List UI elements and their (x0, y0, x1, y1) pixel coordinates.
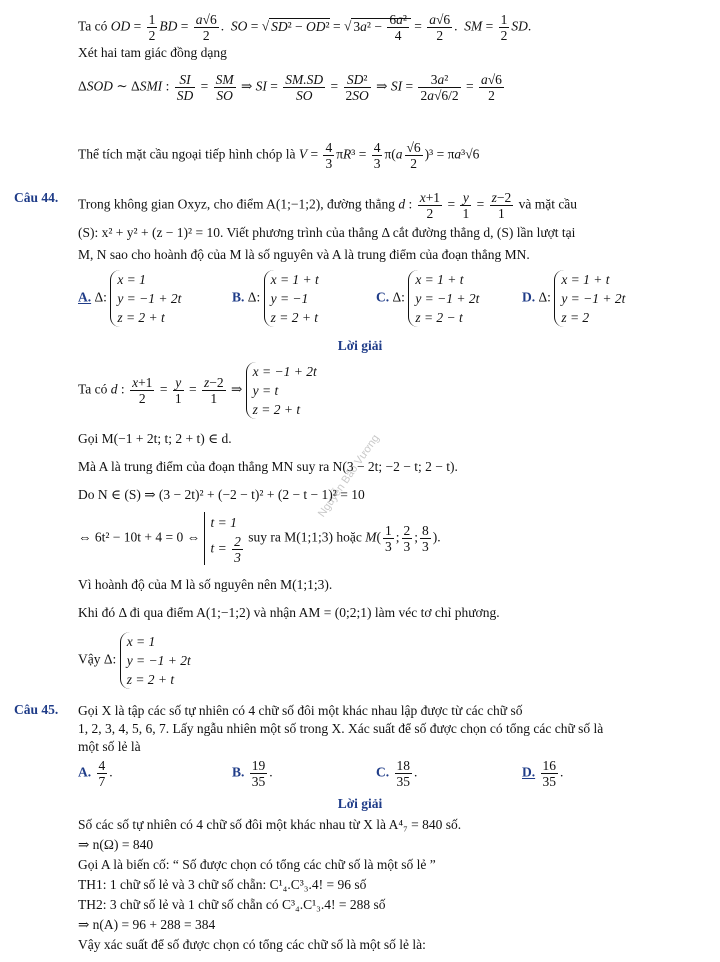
q45-solution-heading: Lời giải (337, 796, 383, 811)
q45-option-b[interactable]: B. $\frac{19}{35}$ . (232, 758, 273, 789)
q44-sol-4: Do N ∈ (S) ⇒ (3 − 2t)² + (−2 − t)² + (2 − t − 1)² = 10 (78, 487, 365, 502)
q45-option-b-label: B. (232, 764, 245, 780)
q44-option-c-label: C. (376, 289, 390, 305)
q45-option-a[interactable]: A. $\frac{4}{7}$ . (78, 758, 113, 789)
q45-sol-1: Số các số tự nhiên có 4 chữ số đôi một khác nhau từ X là A⁴₇ = 840 số. (78, 817, 462, 832)
q45-line-1: Gọi X là tập các số tự nhiên có 4 chữ số đôi một khác nhau lập được từ các chữ số (78, 703, 523, 718)
q44-solution-heading: Lời giải (337, 338, 383, 353)
intro-line-4: Thể tích mặt cầu ngoại tiếp hình chóp là V = $\frac{4}{3}$ πR³ = $\frac{4}{3}$ π(a $\frac{√6}{2}$ )³ = πa³√6 (78, 140, 480, 171)
q44-sol-6: Vì hoành độ của M là số nguyên nên M(1;1;3). (78, 577, 333, 592)
q45-line-3: một số lẻ là (78, 739, 141, 754)
q44-line-2 (78, 224, 690, 242)
q44-line-3: M, N sao cho hoành độ của M là số nguyên và A là trung điểm của đoạn thẳng MN. (78, 247, 530, 262)
intro-line-2: Xét hai tam giác đồng dạng (78, 45, 227, 60)
q44-option-a-label: A. (78, 289, 92, 305)
intro-line-4-text: Thể tích mặt cầu ngoại tiếp hình chóp là (78, 146, 296, 162)
q44-option-d-label: D. (522, 289, 536, 305)
q45-sol-3: Gọi A là biến cố: “ Số được chọn có tổng các chữ số là một số lẻ ” (78, 857, 436, 872)
watermark: Nguyễn Bảo Vương (315, 432, 382, 520)
q44-sol-7: Khi đó Δ đi qua điểm A(1;−1;2) và nhận AM = (0;2;1) làm véc tơ chỉ phương. (78, 605, 500, 620)
q45-option-c-label: C. (376, 764, 390, 780)
q44-option-d[interactable]: D. Δ: x = 1 + t y = −1 + 2t z = 2 (522, 272, 626, 325)
q45-sol-4: TH1: 1 chữ số lẻ và 3 chữ số chẵn: C¹₄.C³₃.4! = 96 số (78, 877, 367, 892)
q44-text-1-end: và mặt cầu (518, 196, 578, 212)
q45-sol-7: Vậy xác suất để số được chọn có tổng các chữ số là một số lẻ là: (78, 937, 426, 952)
q45-option-d[interactable]: D. $\frac{16}{35}$ . (522, 758, 564, 789)
q45-option-c[interactable]: C. $\frac{18}{35}$ . (376, 758, 418, 789)
q45-label: Câu 45. (14, 702, 59, 717)
q45-line-2: 1, 2, 3, 4, 5, 6, 7. Lấy ngẫu nhiên một số trong X. Xác suất để số được chọn có tổng các chữ số là (78, 721, 604, 736)
q44-option-b-label: B. (232, 289, 245, 305)
q44-sol-5: ⇔ 6t² − 10t + 4 = 0 ⇔ t = 1 t = $\frac{2}{3}$ suy ra M(1;1;3) hoặc M( $\frac{1}{3}$ ; $\frac{2}{3}$ ; $\frac{8}{3}$ ). (78, 512, 690, 565)
q45-option-d-label: D. (522, 764, 536, 780)
intro-lead: Ta có (78, 18, 108, 34)
q44-option-b[interactable]: B. Δ: x = 1 + t y = −1 z = 2 + t (232, 272, 319, 325)
intro-line-1: Ta có OD = $\frac{1}{2}$ BD = $\frac{a√6}{2}$ . SO = √ SD² − OD² = √ 3a² − $\frac{\text{6a²}}{4}$ = $\frac{a√6}{2}$ . SM = $\frac{1}{2}$ SD. (78, 12, 532, 43)
q44-text-1: Trong không gian Oxyz, cho điểm A(1;−1;2), đường thẳng (78, 196, 396, 212)
q45-sol-5: TH2: 3 chữ số lẻ và 1 chữ số chẵn có C³₄.C¹₃.4! = 288 số (78, 897, 386, 912)
q45-sol-2: ⇒ n(Ω) = 840 (78, 837, 154, 852)
intro-line-3: ΔSOD ∼ ΔSMI : $\frac{SI}{SD}$ = $\frac{SM}{SO}$ ⇒ SI = $\frac{SM.SD}{SO}$ = $\frac{\text{SD²}}{2SO}$ ⇒ SI = $\frac{\text{3a²}}{2a√6/2}$ = $\frac{a√6}{2}$ (78, 72, 502, 103)
q44-sphere-eq: (S): x² + y² + (z − 1)² = 10 (78, 225, 220, 240)
q45-sol-6: ⇒ n(A) = 96 + 288 = 384 (78, 917, 216, 932)
q44-sol-2: Gọi M(−1 + 2t; t; 2 + t) ∈ d. (78, 431, 232, 446)
q44-label: Câu 44. (14, 190, 59, 205)
q44-text-2: . Viết phương trình của thẳng Δ cắt đường thẳng d, (S) lần lượt tại (219, 225, 576, 240)
q44-sol-1: Ta có d : $\frac{x+1}{2}$ = $\frac{y}{1}$ = $\frac{z-2}{1}$ ⇒ x = −1 + 2t y = t z = 2 + t (78, 364, 317, 417)
q44-line-1: Trong không gian Oxyz, cho điểm A(1;−1;2), đường thẳng d : $\frac{x+1}{2}$ = $\frac{y}{1}$ = $\frac{z-2}{1}$ và mặt cầu (78, 190, 578, 221)
q44-sol-3: Mà A là trung điểm của đoạn thẳng MN suy ra N(3 − 2t; −2 − t; 2 − t). (78, 459, 458, 474)
q44-option-a[interactable]: A. Δ: x = 1 y = −1 + 2t z = 2 + t (78, 272, 182, 325)
q45-option-a-label: A. (78, 764, 92, 780)
q44-sol-8: Vậy Δ: x = 1 y = −1 + 2t z = 2 + t (78, 634, 191, 687)
q44-option-c[interactable]: C. Δ: x = 1 + t y = −1 + 2t z = 2 − t (376, 272, 480, 325)
